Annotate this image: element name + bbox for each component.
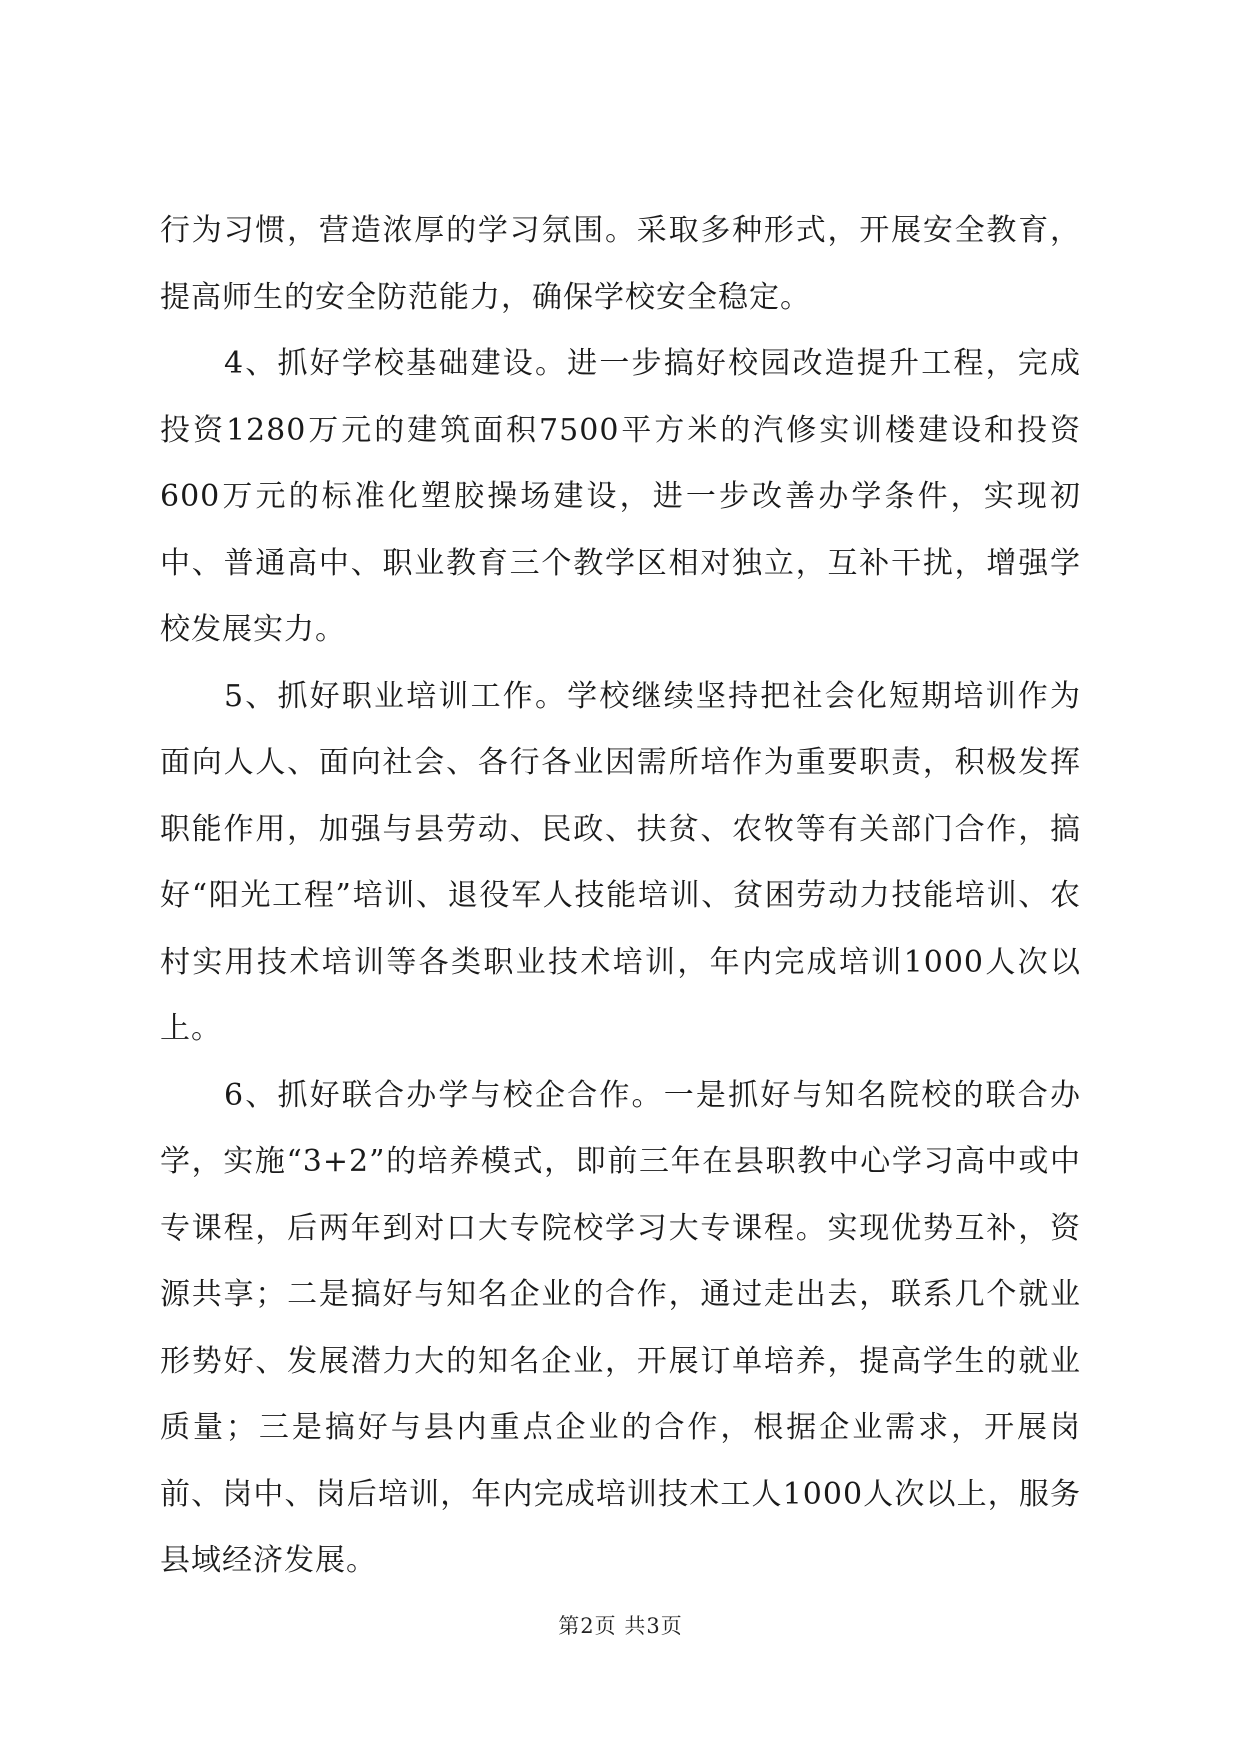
paragraph-item-5: 5、抓好职业培训工作。学校继续坚持把社会化短期培训作为面向人人、面向社会、各行各业因需所培作为重要职责，积极发挥职能作用，加强与县劳动、民政、扶贫、农牧等有关部门合作，搞好“阳光工程”培训、退役军人技能培训、贫困劳动力技能培训、农村实用技术培训等各类职业技术培训，年内完成培训1000人次以上。	[160, 678, 1081, 1046]
paragraph-item-6: 6、抓好联合办学与校企合作。一是抓好与知名院校的联合办学，实施“3+2”的培养模式，即前三年在县职教中心学习高中或中专课程，后两年到对口大专院校学习大专课程。实现优势互补，资源共享；二是搞好与知名企业的合作，通过走出去，联系几个就业形势好、发展潜力大的知名企业，开展订单培养，提高学生的就业质量；三是搞好与县内重点企业的合作，根据企业需求，开展岗前、岗中、岗后培训，年内完成培训技术工人1000人次以上，服务县域经济发展。	[160, 1077, 1081, 1578]
page-number: 第2页 共3页	[558, 1614, 683, 1638]
paragraph-item-4: 4、抓好学校基础建设。进一步搞好校园改造提升工程，完成投资1280万元的建筑面积7500平方米的汽修实训楼建设和投资600万元的标准化塑胶操场建设，进一步改善办学条件，实现初中、普通高中、职业教育三个教学区相对独立，互补干扰，增强学校发展实力。	[160, 346, 1081, 647]
paragraph-continued: 行为习惯，营造浓厚的学习氛围。采取多种形式，开展安全教育，提高师生的安全防范能力，确保学校安全稳定。	[160, 213, 1081, 315]
document-body	[160, 198, 1081, 1595]
page-footer	[0, 1610, 1241, 1640]
